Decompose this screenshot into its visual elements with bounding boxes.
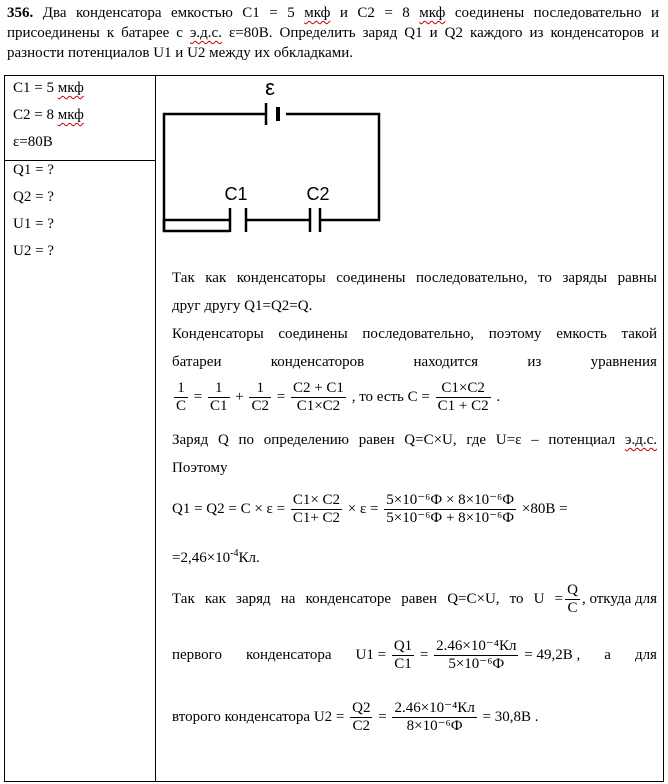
given-divider [5,160,155,161]
problem-unit-1: мкф [304,5,331,21]
result-charge: $=2,46\times 10^{-4}Кл$. [172,548,260,566]
solution-p2b: батареи конденсаторов находится из уравнения [172,354,657,370]
given-c1: С1 = 5 мкф [13,80,84,96]
circuit-diagram [160,75,390,240]
solution-p2a: Конденсаторы соединены последовательно, поэтому емкость такой [172,326,657,342]
find-u2: U2 = ? [13,243,54,259]
find-q1: Q1 = ? [13,162,54,178]
equation-charge: Q1 = Q2 = C × ε = $\frac{C1\times C2}{C1+ C2}$ × ε = $\frac{\text{5×10⁻⁶Ф × 8×10⁻⁶Ф}}{\text{5×10⁻⁶Ф + 8×10⁻⁶Ф}}$ ×80В = [172,492,568,526]
problem-text-2: и С2 = 8 [330,5,420,21]
c2-label: C2 [306,184,330,204]
equation-capacitance: $\frac{1}{C}$ = $\frac{1}{C1}$ + $\frac{1}{C2}$ = $\frac{C2 + C1}{C1\times C2}$ , то есть C = $\frac{C1\times C2}{C1 + C2}$ . [176,380,501,414]
find-q2: Q2 = ? [13,189,54,205]
equation-u1: первого конденсатора U1 = $\frac{Q1}{C1}$ = $\frac{\text{2.46×10⁻⁴Кл}}{\text{5×10⁻⁶Ф}}$ = 49,2В , а для [172,638,657,672]
equation-u2: второго конденсатора U2 = $\frac{Q2}{C2}$ = $\frac{\text{2.46×10⁻⁴Кл}}{\text{8×10⁻⁶Ф}}$ = 30,8В . [172,700,539,734]
column-divider [155,76,156,781]
problem-unit-2: мкф [419,5,446,21]
solution-p3b: Поэтому [172,460,228,476]
problem-number: 356. [7,5,34,21]
problem-statement [7,3,659,63]
solution-p4: Так как заряд на конденсаторе равен Q=C×U, то U = $\frac{Q}{C}$ , откуда для [172,582,657,616]
c1-label: C1 [224,184,248,204]
problem-text-4: ε=80В. Определить заряд Q1 и Q2 каждого из конденсаторов и разности потенциалов U1 и U2 между их обкладками. [7,25,659,61]
solution-p3a: Заряд Q по определению равен Q=C×U, где U=ε – потенциал э.д.с. [172,432,657,448]
emf-label: ε [265,75,275,100]
given-c2: С2 = 8 мкф [13,107,84,123]
given-emf: ε=80В [13,134,53,150]
solution-p1b: друг другу Q1=Q2=Q. [172,298,313,314]
problem-text-1: Два конденсатора емкостью С1 = 5 [33,5,305,21]
find-u1: U1 = ? [13,216,54,232]
problem-text-3: соединены последовательно и присоединены к батарее с [7,5,659,41]
solution-p1a: Так как конденсаторы соединены последовательно, то заряды равны [172,270,657,286]
problem-eds: э.д.с. [189,25,222,41]
